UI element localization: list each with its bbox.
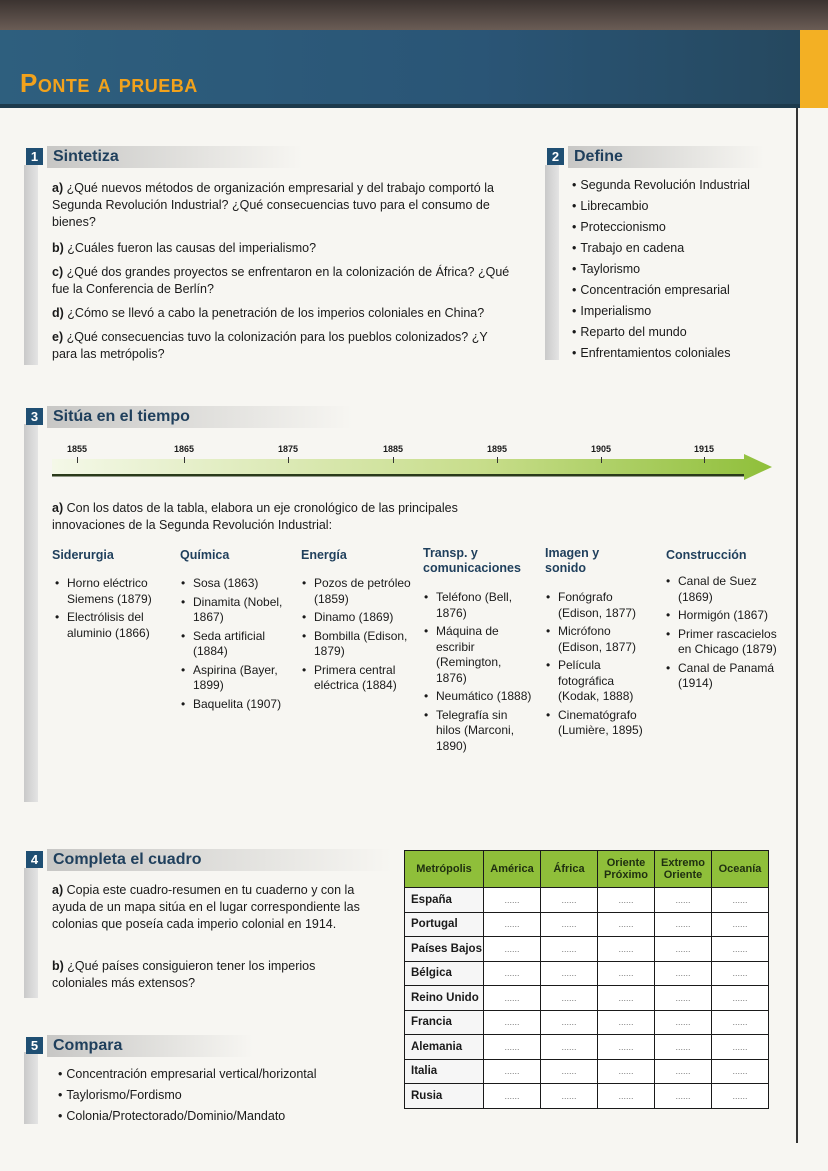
table-header: Extremo Oriente [655,851,712,888]
s1-question-a: a) ¿Qué nuevos métodos de organización empresarial y del trabajo comportó la Segunda Revolución Industrial? ¿Qué consecuencias tuvo para el consumo de bienes? [52,181,494,229]
column-list [424,590,532,757]
table-cell-placeholder: ...... [655,1059,712,1084]
column-title: Construcción [666,548,747,562]
timeline-tick [77,457,78,463]
table-cell-placeholder: ...... [655,1084,712,1109]
column-item: • Primer rascacielos en Chicago (1879) [666,627,786,658]
table-cell-placeholder: ...... [541,888,598,913]
section-4-number: 4 [26,851,43,868]
column-item: • Cinematógrafo (Lumière, 1895) [546,708,656,739]
column-title: Imagen y sonido [545,546,600,575]
table-row-label: Francia [405,1010,484,1035]
table-cell-placeholder: ...... [484,937,541,962]
table-header: América [484,851,541,888]
timeline-year: 1875 [277,444,299,454]
table-cell-placeholder: ...... [712,1010,769,1035]
page-title: Ponte a prueba [20,68,198,98]
table-cell-placeholder: ...... [655,986,712,1011]
s1-question-b: b) ¿Cuáles fueron las causas del imperialismo? [52,241,317,255]
s4-question-b: b) ¿Qué países consiguieron tener los imperios coloniales más extensos? [52,959,316,990]
table-cell-placeholder: ...... [541,961,598,986]
table-row [405,961,769,986]
table-row-label: Reino Unido [405,986,484,1011]
table-header: Metrópolis [405,851,484,888]
table-row [405,912,769,937]
table-cell-placeholder: ...... [484,961,541,986]
compare-item: • Taylorismo/Fordismo [58,1085,378,1106]
table-header: Oriente Próximo [598,851,655,888]
define-item: • Segunda Revolución Industrial [572,175,792,196]
table-row-label: Italia [405,1059,484,1084]
table-cell-placeholder: ...... [655,937,712,962]
column-item: • Teléfono (Bell, 1876) [424,590,532,621]
table-row [405,1035,769,1060]
column-item: • Electrólisis del aluminio (1866) [55,610,165,641]
table-cell-placeholder: ...... [541,937,598,962]
table-cell-placeholder: ...... [541,1035,598,1060]
timeline-tick [393,457,394,463]
table-cell-placeholder: ...... [484,1035,541,1060]
top-band [0,0,828,30]
column-list [55,576,165,644]
s1-question-d: d) ¿Cómo se llevó a cabo la penetración de los imperios coloniales en China? [52,306,485,320]
table-cell-placeholder: ...... [655,961,712,986]
table-cell-placeholder: ...... [712,912,769,937]
column-item: • Telegrafía sin hilos (Marconi, 1890) [424,708,532,755]
column-item: • Horno eléctrico Siemens (1879) [55,576,165,607]
table-cell-placeholder: ...... [541,912,598,937]
s1-question-e: e) ¿Qué consecuencias tuvo la colonización para los pueblos colonizados? ¿Y para las metrópolis? [52,330,488,361]
table-cell-placeholder: ...... [712,888,769,913]
define-item: • Trabajo en cadena [572,238,792,259]
column-list [302,576,412,697]
s3-question-a: a) Con los datos de la tabla, elabora un eje cronológico de las principales innovaciones de la Segunda Revolución Industrial: [52,501,458,532]
table-row-label: Rusia [405,1084,484,1109]
table-row [405,1084,769,1109]
column-item: • Hormigón (1867) [666,608,786,624]
table-cell-placeholder: ...... [655,1010,712,1035]
column-list [181,576,291,715]
section-1-title: Sintetiza [47,146,303,168]
column-title: Siderurgia [52,548,114,562]
section-5-number: 5 [26,1037,43,1054]
column-item: • Máquina de escribir (Remington, 1876) [424,624,532,686]
table-cell-placeholder: ...... [598,1084,655,1109]
table-cell-placeholder: ...... [712,937,769,962]
column-item: • Bombilla (Edison, 1879) [302,629,412,660]
column-item: • Baquelita (1907) [181,697,291,713]
column-list [546,590,656,742]
table-cell-placeholder: ...... [541,1084,598,1109]
timeline-tick [184,457,185,463]
column-title: Energía [301,548,347,562]
timeline-tick [601,457,602,463]
section-2-title: Define [568,146,764,168]
table-row [405,888,769,913]
right-rule [796,108,798,1143]
table-cell-placeholder: ...... [598,1059,655,1084]
table-cell-placeholder: ...... [541,986,598,1011]
table-cell-placeholder: ...... [598,986,655,1011]
table-row [405,986,769,1011]
column-item: • Neumático (1888) [424,689,532,705]
table-cell-placeholder: ...... [712,1059,769,1084]
timeline-arrow [52,452,777,486]
table-row-label: Bélgica [405,961,484,986]
section-3-number: 3 [26,408,43,425]
column-title: Transp. y comunicaciones [423,546,521,575]
column-item: • Aspirina (Bayer, 1899) [181,663,291,694]
column-item: • Micrófono (Edison, 1877) [546,624,656,655]
section-2-number: 2 [547,148,564,165]
s1-question-c: c) ¿Qué dos grandes proyectos se enfrentaron en la colonización de África? ¿Qué fue la Conferencia de Berlín? [52,265,510,296]
table-cell-placeholder: ...... [655,888,712,913]
column-item: • Seda artificial (1884) [181,629,291,660]
table-row-label: España [405,888,484,913]
table-cell-placeholder: ...... [598,937,655,962]
define-item: • Imperialismo [572,301,792,322]
section-1-sidebar [24,165,38,365]
column-item: • Fonógrafo (Edison, 1877) [546,590,656,621]
colonies-table [404,850,769,1109]
table-cell-placeholder: ...... [484,1084,541,1109]
section-3-sidebar [24,424,38,802]
table-cell-placeholder: ...... [712,986,769,1011]
table-header: África [541,851,598,888]
table-row-label: Alemania [405,1035,484,1060]
column-item: • Sosa (1863) [181,576,291,592]
column-item: • Canal de Suez (1869) [666,574,786,605]
timeline-year: 1895 [486,444,508,454]
table-cell-placeholder: ...... [484,1059,541,1084]
s4-question-a: a) Copia este cuadro-resumen en tu cuaderno y con la ayuda de un mapa sitúa en el lugar correspondiente las colonias que poseía cada imperio colonial en 1914. [52,883,360,931]
table-cell-placeholder: ...... [484,1010,541,1035]
table-cell-placeholder: ...... [655,1035,712,1060]
timeline-year: 1855 [66,444,88,454]
table-cell-placeholder: ...... [484,912,541,937]
define-list [572,175,792,364]
table-cell-placeholder: ...... [541,1059,598,1084]
compare-list [58,1064,378,1127]
define-item: • Concentración empresarial [572,280,792,301]
timeline-tick [497,457,498,463]
column-title: Química [180,548,230,562]
timeline-tick [288,457,289,463]
table-cell-placeholder: ...... [541,1010,598,1035]
table-cell-placeholder: ...... [655,912,712,937]
table-cell-placeholder: ...... [712,1035,769,1060]
timeline-tick [704,457,705,463]
table-cell-placeholder: ...... [598,912,655,937]
column-item: • Pozos de petróleo (1859) [302,576,412,607]
timeline-year: 1865 [173,444,195,454]
timeline-year: 1905 [590,444,612,454]
section-2-sidebar [545,165,559,360]
define-item: • Proteccionismo [572,217,792,238]
table-cell-placeholder: ...... [598,1035,655,1060]
table-cell-placeholder: ...... [484,888,541,913]
column-item: • Película fotográfica (Kodak, 1888) [546,658,656,705]
table-row-label: Países Bajos [405,937,484,962]
section-3-title: Sitúa en el tiempo [47,406,353,428]
define-item: • Taylorismo [572,259,792,280]
define-item: • Enfrentamientos coloniales [572,343,792,364]
table-row-label: Portugal [405,912,484,937]
timeline-year: 1885 [382,444,404,454]
section-5-sidebar [24,1052,38,1124]
column-item: • Primera central eléctrica (1884) [302,663,412,694]
section-5-title: Compara [47,1035,253,1057]
section-4-sidebar [24,868,38,998]
table-cell-placeholder: ...... [712,1084,769,1109]
table-cell-placeholder: ...... [598,961,655,986]
table-header-row [405,851,769,888]
table-cell-placeholder: ...... [484,986,541,1011]
table-header: Oceanía [712,851,769,888]
table-cell-placeholder: ...... [598,888,655,913]
table-cell-placeholder: ...... [598,1010,655,1035]
table-row [405,1010,769,1035]
define-item: • Librecambio [572,196,792,217]
column-item: • Canal de Panamá (1914) [666,661,786,692]
table-cell-placeholder: ...... [712,961,769,986]
column-item: • Dinamo (1869) [302,610,412,626]
compare-item: • Concentración empresarial vertical/horizontal [58,1064,378,1085]
table-row [405,1059,769,1084]
header-accent [800,30,828,108]
define-item: • Reparto del mundo [572,322,792,343]
timeline-year: 1915 [693,444,715,454]
section-1-number: 1 [26,148,43,165]
column-list [666,574,786,695]
table-row [405,937,769,962]
compare-item: • Colonia/Protectorado/Dominio/Mandato [58,1106,378,1127]
column-item: • Dinamita (Nobel, 1867) [181,595,291,626]
section-4-title: Completa el cuadro [47,849,393,871]
